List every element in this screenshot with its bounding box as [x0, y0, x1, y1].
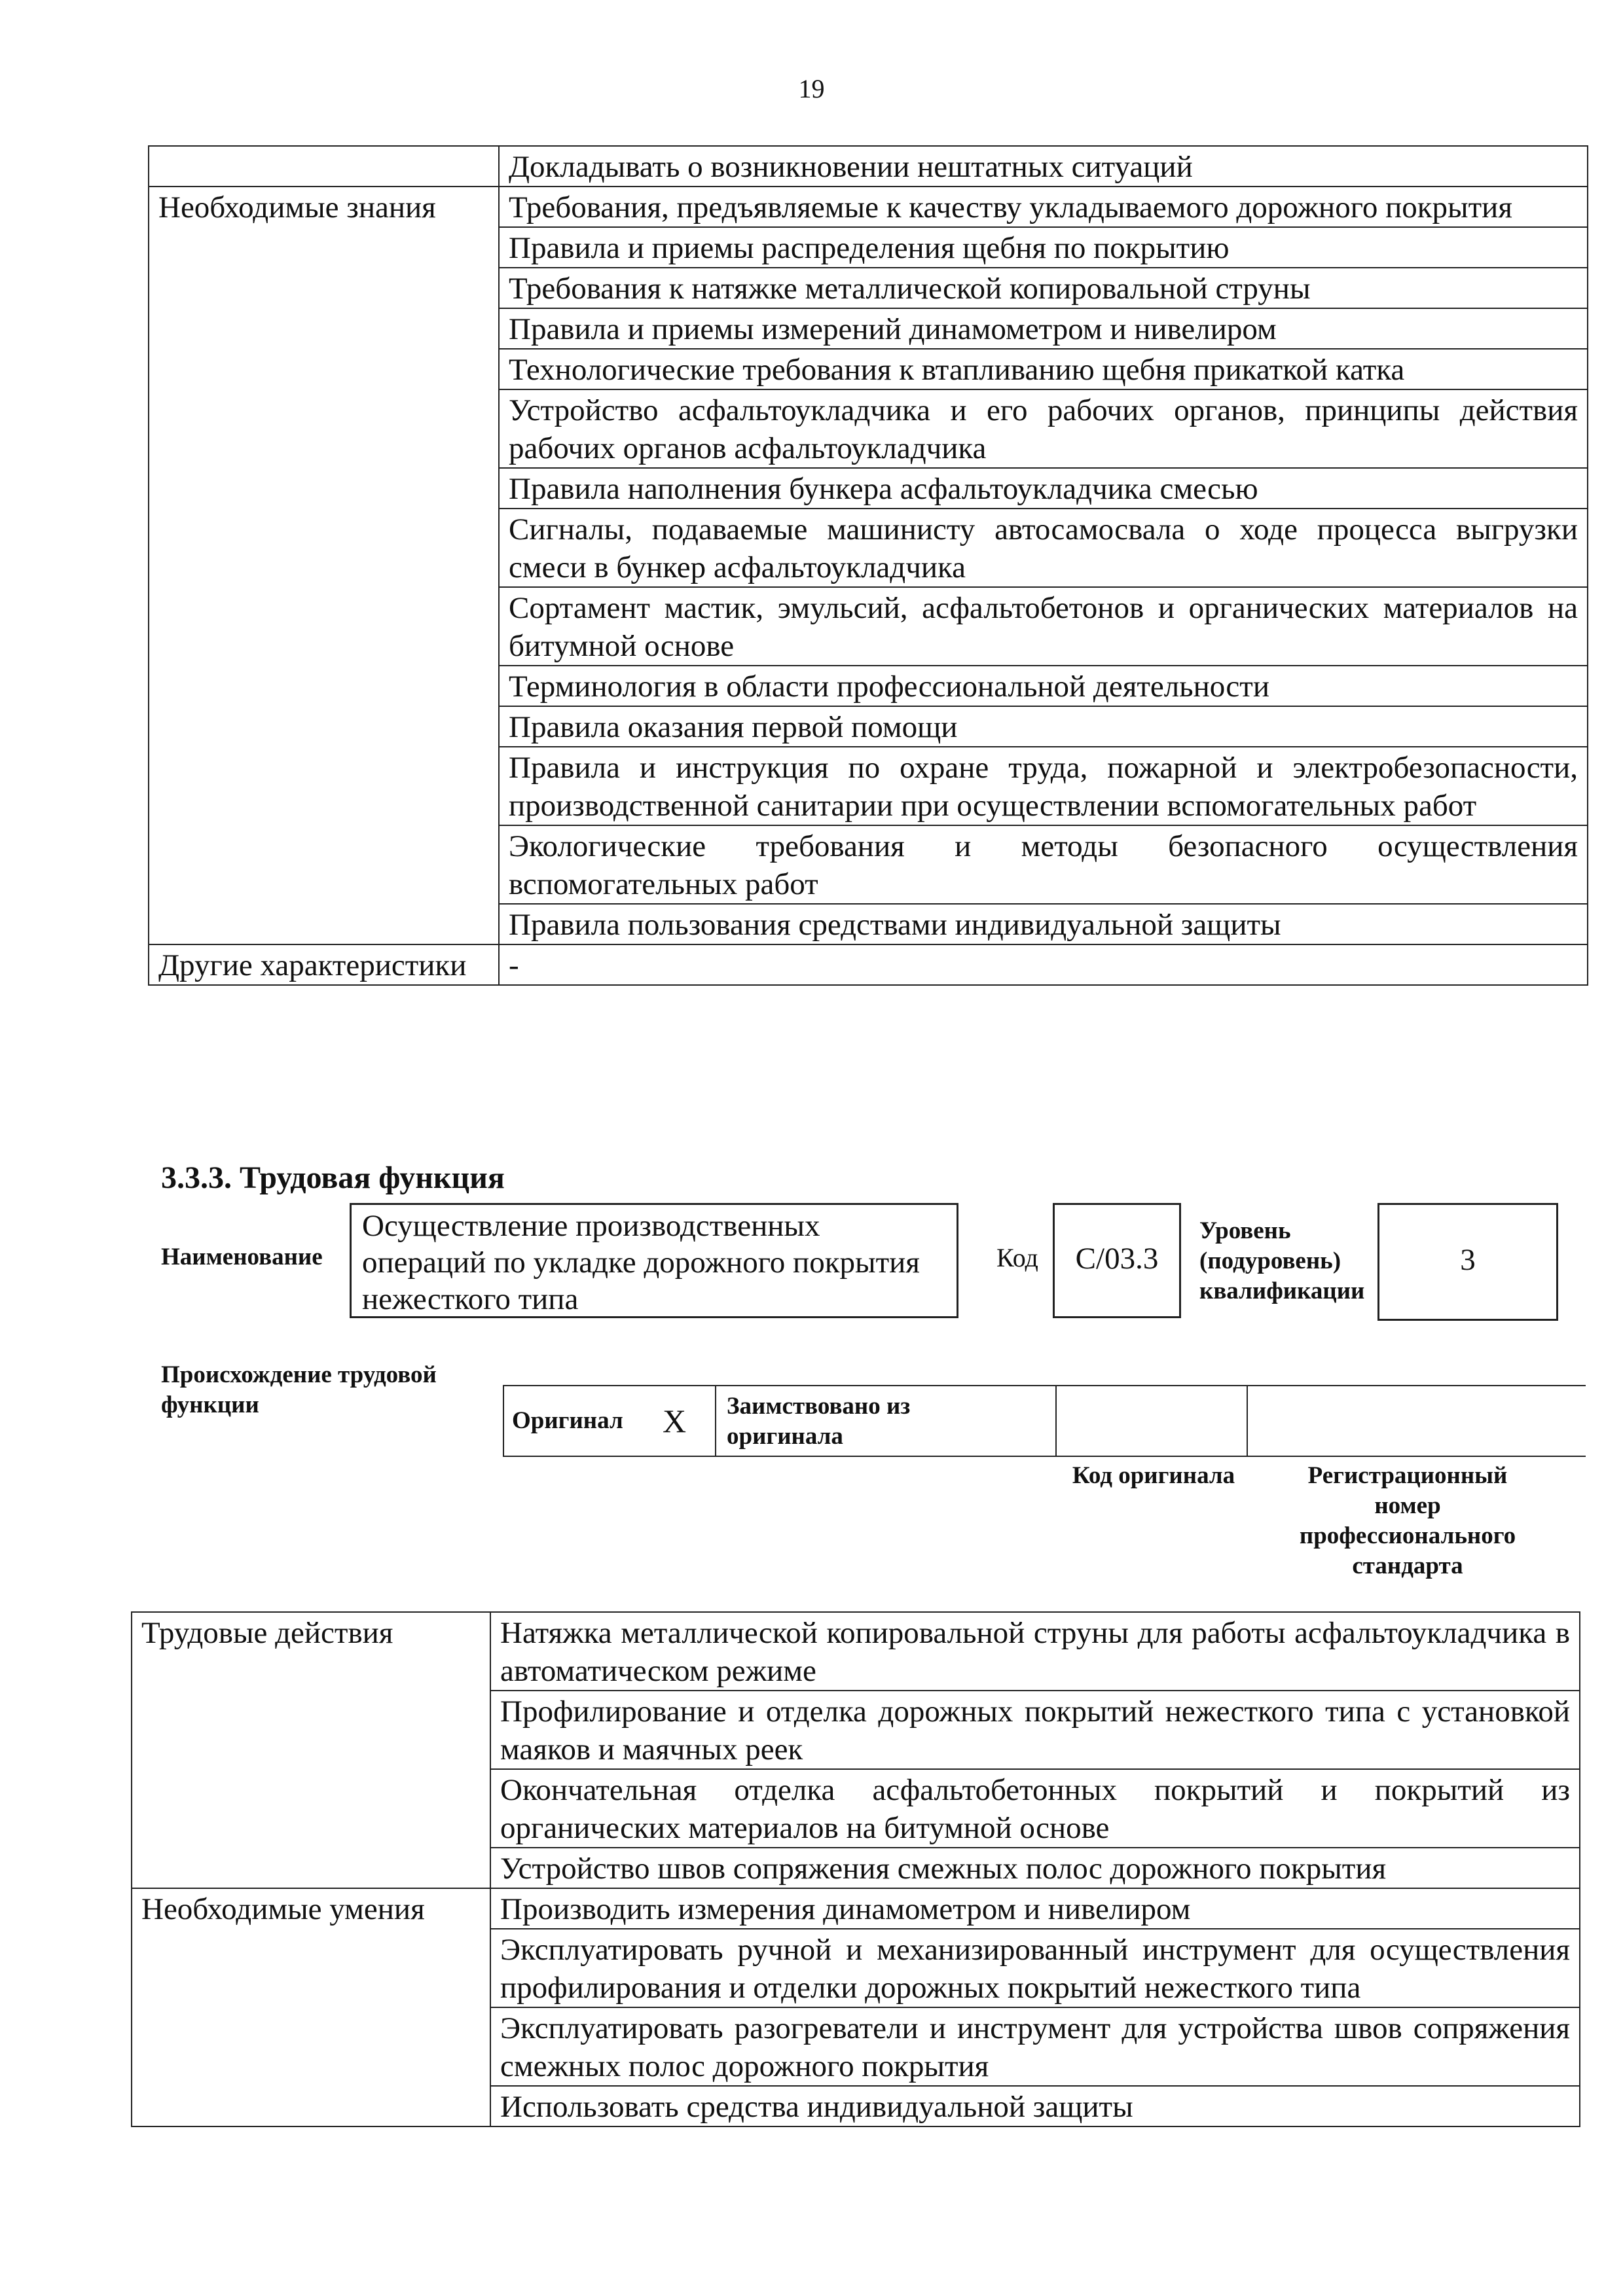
level-label: Уровень (подуровень) квалификации	[1199, 1217, 1365, 1304]
table-row	[149, 944, 1588, 985]
level-box	[1377, 1203, 1558, 1321]
code-value: C/03.3	[1075, 1242, 1159, 1276]
function-name: Осуществление производственных операций по укладке дорожного покрытия нежесткого типа	[362, 1209, 920, 1316]
row-item: Требования к натяжке металлической копировальной струны	[499, 268, 1588, 308]
row-item: Профилирование и отделка дорожных покрытий нежесткого типа с установкой маяков и маячных реек	[490, 1691, 1580, 1769]
row-item: Правила пользования средствами индивидуальной защиты	[499, 904, 1588, 944]
row-label: Необходимые умения	[132, 1888, 490, 2126]
original-mark: X	[663, 1403, 687, 1439]
table-row	[149, 187, 1588, 227]
origin-divider	[1055, 1386, 1057, 1456]
row-item: Сортамент мастик, эмульсий, асфальтобетонов и органических материалов на битумной основе	[499, 587, 1588, 666]
table-row	[132, 1612, 1580, 1691]
row-item: Правила и приемы измерений динамометром и нивелиром	[499, 308, 1588, 349]
origin-divider	[715, 1386, 716, 1456]
row-item: Правила наполнения бункера асфальтоукладчика смесью	[499, 468, 1588, 509]
actions-table	[131, 1611, 1580, 2127]
knowledge-table-body	[149, 146, 1588, 985]
origin-label: Происхождение трудовой функции	[161, 1361, 437, 1418]
section-heading: 3.3.3. Трудовая функция	[161, 1160, 505, 1195]
knowledge-table	[148, 145, 1588, 986]
row-label	[149, 146, 499, 187]
code-box	[1053, 1203, 1181, 1318]
row-item: Устройство асфальтоукладчика и его рабочих органов, принципы действия рабочих органов асфальтоукладчика	[499, 389, 1588, 468]
row-item: Терминология в области профессиональной деятельности	[499, 666, 1588, 706]
row-item: Требования, предъявляемые к качеству укладываемого дорожного покрытия	[499, 187, 1588, 227]
origin-divider	[1247, 1386, 1248, 1456]
row-item: Производить измерения динамометром и нивелиром	[490, 1888, 1580, 1929]
row-item: Устройство швов сопряжения смежных полос дорожного покрытия	[490, 1848, 1580, 1888]
row-item: Сигналы, подаваемые машинисту автосамосвала о ходе процесса выгрузки смеси в бункер асфальтоукладчика	[499, 509, 1588, 587]
code-label: Код	[996, 1243, 1038, 1272]
table-row	[132, 1888, 1580, 1929]
row-item: Докладывать о возникновении нештатных ситуаций	[499, 146, 1588, 187]
table-row	[149, 146, 1588, 187]
row-item: Правила оказания первой помощи	[499, 706, 1588, 747]
row-label: Другие характеристики	[149, 944, 499, 985]
row-item: Окончательная отделка асфальтобетонных покрытий и покрытий из органических материалов на битумной основе	[490, 1769, 1580, 1848]
reg-number-caption: Регистрационный номер профессионального стандарта	[1299, 1462, 1516, 1579]
name-label: Наименование	[161, 1244, 323, 1270]
row-item: Правила и приемы распределения щебня по покрытию	[499, 227, 1588, 268]
row-item: -	[499, 944, 1588, 985]
code-original-caption: Код оригинала	[1072, 1462, 1235, 1489]
original-label: Оригинал	[512, 1407, 623, 1434]
row-item: Экологические требования и методы безопасного осуществления вспомогательных работ	[499, 825, 1588, 904]
name-box	[350, 1203, 958, 1318]
page-number: 19	[798, 74, 825, 103]
row-item: Эксплуатировать разогреватели и инструмент для устройства швов сопряжения смежных полос дорожного покрытия	[490, 2007, 1580, 2086]
borrowed-label: Заимствовано из оригинала	[727, 1393, 911, 1450]
row-item: Технологические требования к втапливанию щебня прикаткой катка	[499, 349, 1588, 389]
origin-row	[503, 1385, 1586, 1457]
row-item: Использовать средства индивидуальной защиты	[490, 2086, 1580, 2126]
row-label: Трудовые действия	[132, 1612, 490, 1888]
origin-divider	[503, 1386, 504, 1456]
actions-table-body	[132, 1612, 1580, 2126]
row-item: Натяжка металлической копировальной струны для работы асфальтоукладчика в автоматическом режиме	[490, 1612, 1580, 1691]
row-label: Необходимые знания	[149, 187, 499, 944]
row-item: Правила и инструкция по охране труда, пожарной и электробезопасности, производственной санитарии при осуществлении вспомогательных работ	[499, 747, 1588, 825]
level-value: 3	[1460, 1243, 1476, 1277]
row-item: Эксплуатировать ручной и механизированный инструмент для осуществления профилирования и отделки дорожных покрытий нежесткого типа	[490, 1929, 1580, 2007]
